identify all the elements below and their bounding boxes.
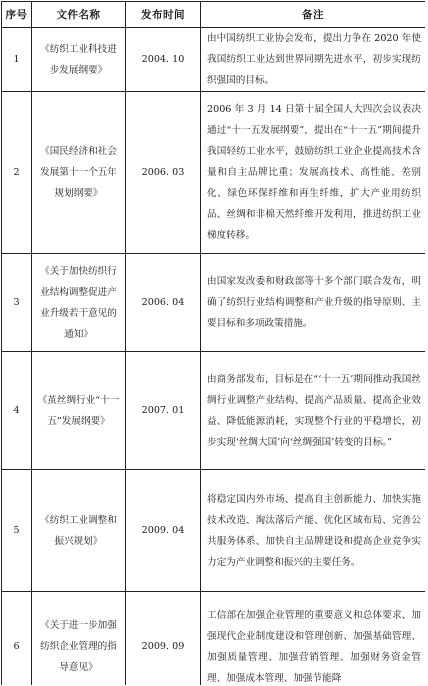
row-document-name: 《纺织工业科技进步发展纲要》 xyxy=(32,28,126,92)
table-row xyxy=(2,92,426,254)
row-document-name: 《纺织工业调整和振兴规划》 xyxy=(32,470,126,592)
table-row xyxy=(2,592,426,686)
row-serial-number: 3 xyxy=(2,254,32,352)
row-serial-number: 6 xyxy=(2,592,32,686)
row-remarks: 由商务部发布，目标是在“‘十一五’期间推动我国丝绸行业调整产业结构、提高产品质量、提高企业效益、降低能源消耗，实现整个行业的平稳增长，初步实现‘丝绸大国’向‘丝绸强国’转变的目标。” xyxy=(201,352,426,470)
policy-table-document xyxy=(1,1,425,685)
row-serial-number: 4 xyxy=(2,352,32,470)
row-remarks: 将稳定国内外市场、提高自主创新能力、加快实施技术改造、淘汰落后产能、优化区域布局、完善公共服务体系、加快自主品牌建设和提高企业竞争实力定为产业调整和振兴的主要任务。 xyxy=(201,470,426,592)
row-document-name: 《茧丝绸行业“十一五”发展纲要》 xyxy=(32,352,126,470)
row-remarks: 由国家发改委和财政部等十多个部门联合发布，明确了纺织行业结构调整和产业升级的指导原则、主要目标和多项政策措施。 xyxy=(201,254,426,352)
table-row xyxy=(2,254,426,352)
row-document-name: 《关于进一步加强纺织企业管理的指导意见》 xyxy=(32,592,126,686)
row-serial-number: 5 xyxy=(2,470,32,592)
row-serial-number: 2 xyxy=(2,92,32,254)
row-remarks: 2006 年 3 月 14 日第十届全国人大四次会议表决通过“十一五发展纲要”，提出在“十一五”期间提升我国轻纺工业水平，鼓励纺织工业企业提高技术含量和自主品牌比重；发展高技术、高性能、差别化、绿色环保纤维和再生纤维，扩大产业用纺织品、丝绸和非棉天然纤维开发利用，推进纺织工业梯度转移。 xyxy=(201,92,426,254)
table-header-row xyxy=(2,2,426,28)
row-release-date: 2009. 09 xyxy=(126,592,201,686)
table-row xyxy=(2,470,426,592)
row-release-date: 2009. 04 xyxy=(126,470,201,592)
row-release-date: 2006. 03 xyxy=(126,92,201,254)
header-serial-number: 序号 xyxy=(2,2,32,28)
header-document-name: 文件名称 xyxy=(32,2,126,28)
header-remarks: 备注 xyxy=(201,2,426,28)
row-remarks: 由中国纺织工业协会发布，提出力争在 2020 年使我国纺织工业达到世界同期先进水平，初步实现纺织强国的目标。 xyxy=(201,28,426,92)
row-release-date: 2007. 01 xyxy=(126,352,201,470)
table-row xyxy=(2,28,426,92)
policy-documents-table xyxy=(1,1,425,685)
header-release-date: 发布时间 xyxy=(126,2,201,28)
row-release-date: 2004. 10 xyxy=(126,28,201,92)
row-remarks: 工信部在加强企业管理的重要意义和总体要求、加强现代企业制度建设和管理创新、加强基础管理、加强质量管理、加强营销管理、加强财务资金管理、加强成本管理、加强节能降 xyxy=(201,592,426,686)
table-row xyxy=(2,352,426,470)
row-document-name: 《关于加快纺织行业结构调整促进产业升级若干意见的通知》 xyxy=(32,254,126,352)
row-document-name: 《国民经济和社会发展第十一个五年规划纲要》 xyxy=(32,92,126,254)
row-release-date: 2006. 04 xyxy=(126,254,201,352)
row-serial-number: 1 xyxy=(2,28,32,92)
